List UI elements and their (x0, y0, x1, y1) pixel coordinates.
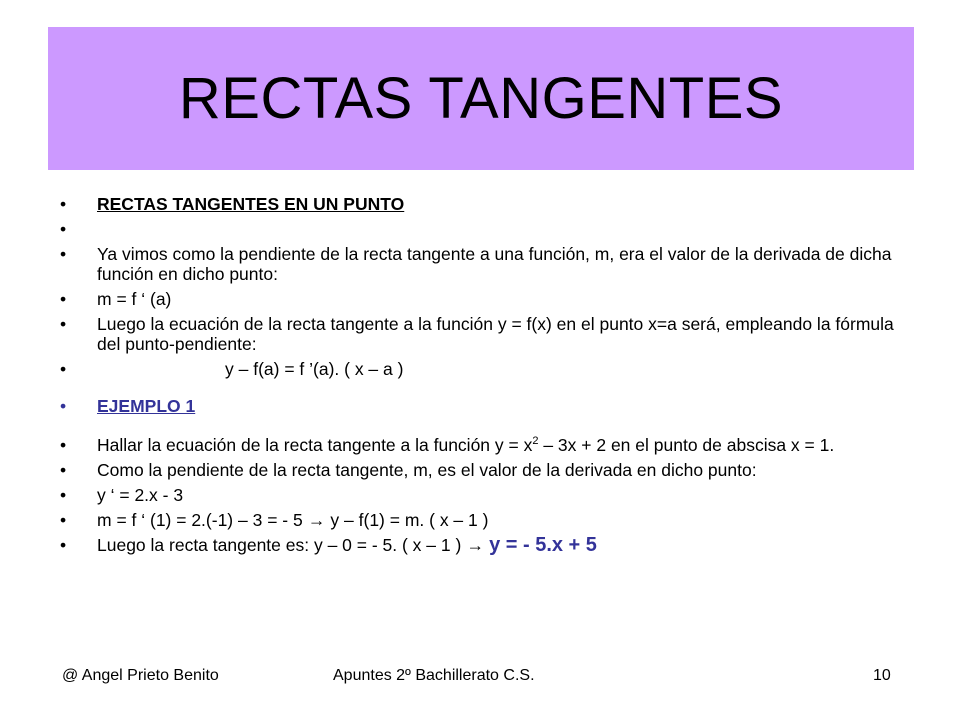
bullet: • (60, 194, 67, 214)
paragraph-text (97, 435, 834, 455)
bullet: • (60, 435, 67, 455)
list-item (60, 244, 910, 284)
formula-text (97, 510, 488, 530)
paragraph-text: Ya vimos como la pendiente de la recta tangente a una función, m, era el valor de la derivada de dicha función en dicho punto: (97, 244, 892, 284)
bullet: • (60, 460, 67, 480)
list-item (60, 314, 910, 354)
bullet: • (60, 359, 67, 379)
bullet: • (60, 289, 67, 309)
formula-text: y ‘ = 2.x - 3 (97, 485, 184, 505)
spacer (60, 384, 910, 396)
section-heading: RECTAS TANGENTES EN UN PUNTO (97, 194, 405, 214)
list-item (60, 535, 910, 555)
formula-text: y – f(a) = f ’(a). ( x – a ) (225, 359, 404, 379)
list-item (60, 289, 910, 309)
bullet: • (60, 219, 67, 239)
example-heading: EJEMPLO 1 (97, 396, 196, 416)
footer-author: @ Angel Prieto Benito (62, 667, 219, 684)
bullet: • (60, 535, 67, 555)
exponent: 2 (532, 435, 539, 448)
footer-course: Apuntes 2º Bachillerato C.S. (333, 667, 535, 684)
text-part: y – f(1) = m. ( x – 1 ) (325, 510, 489, 530)
text-part: Luego la recta tangente es: y – 0 = - 5. ( x – 1 ) (97, 535, 467, 555)
bullet: • (60, 510, 67, 530)
list-item (60, 435, 910, 455)
arrow-right-icon: → (307, 510, 326, 530)
bullet: • (60, 314, 67, 334)
bullet: • (60, 244, 67, 264)
paragraph-text: Luego la ecuación de la recta tangente a la función y = f(x) en el punto x=a será, empleando la fórmula del punto-pendiente: (97, 314, 894, 354)
slide-title: RECTAS TANGENTES (178, 66, 784, 131)
formula-text: m = f ‘ (a) (97, 289, 172, 309)
text-part: – 3x + 2 en el punto de abscisa x = 1. (538, 435, 835, 455)
list-item (60, 510, 910, 530)
list-item (60, 219, 910, 239)
formula-text (97, 535, 597, 555)
list-item (60, 194, 910, 214)
list-item (60, 485, 910, 505)
spacer (60, 421, 910, 435)
arrow-right-icon: → (466, 535, 484, 555)
bullet: • (60, 396, 67, 416)
paragraph-text: Como la pendiente de la recta tangente, m, es el valor de la derivada en dicho punto: (97, 460, 757, 480)
text-part: Hallar la ecuación de la recta tangente a la función y = x (97, 435, 533, 455)
list-item (60, 359, 910, 379)
list-item (60, 396, 910, 416)
bullet: • (60, 485, 67, 505)
slide-content (60, 194, 910, 560)
final-answer: y = - 5.x + 5 (489, 534, 597, 556)
page-number: 10 (873, 667, 891, 684)
text-part: m = f ‘ (1) = 2.(-1) – 3 = - 5 (97, 510, 308, 530)
title-banner (48, 27, 914, 170)
list-item (60, 460, 910, 480)
